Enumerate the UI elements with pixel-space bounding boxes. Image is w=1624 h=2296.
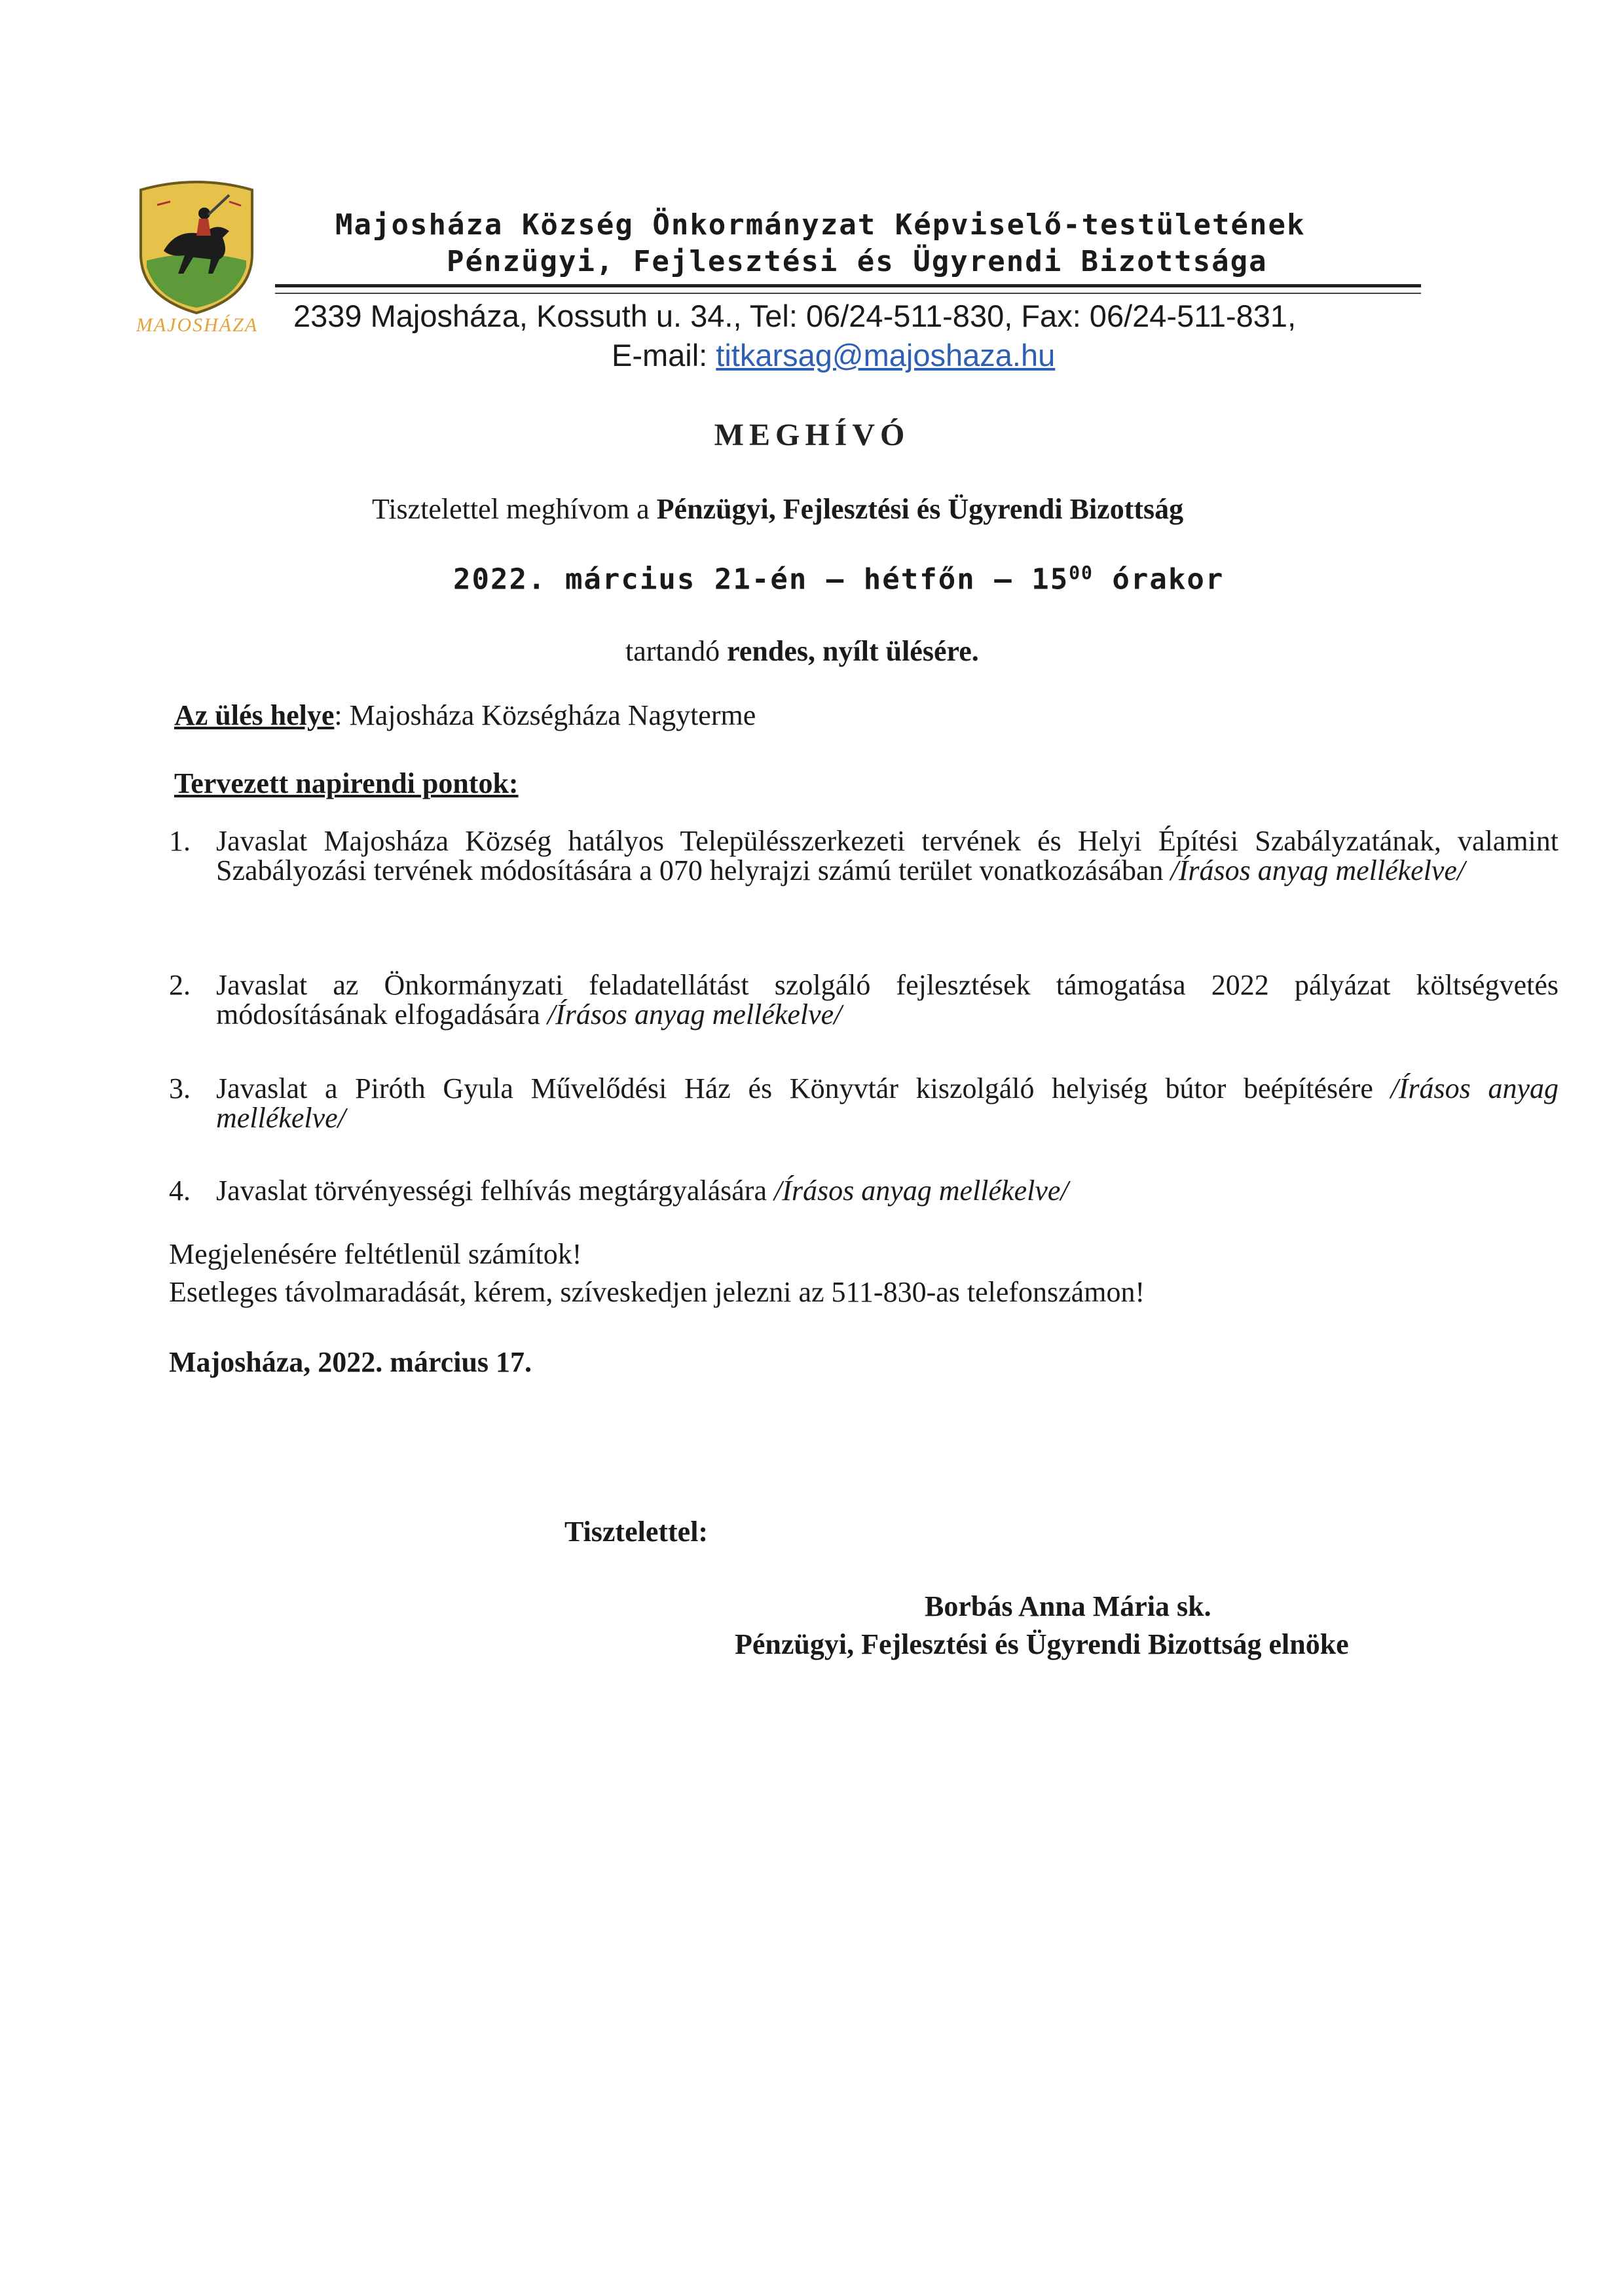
agenda-item-text — [216, 970, 1559, 1029]
header-rule-thin — [275, 293, 1421, 294]
closing-line-2: Esetleges távolmaradását, kérem, szíveskedjen jelezni az 511-830-as telefonszámon! — [169, 1276, 1145, 1308]
header-rule — [275, 284, 1421, 287]
closing-line-1: Megjelenésére feltétlenül számítok! — [169, 1238, 582, 1270]
contact-email-line — [612, 337, 1055, 373]
intro-text: Tisztelettel meghívom a — [372, 493, 657, 525]
coat-of-arms-logo — [131, 175, 262, 316]
agenda-item-number: 1. — [169, 825, 191, 857]
committee-name: Pénzügyi, Fejlesztési és Ügyrendi Bizottsága — [447, 245, 1268, 278]
agenda-item-number: 3. — [169, 1072, 191, 1104]
signer-name: Borbás Anna Mária sk. — [925, 1590, 1211, 1622]
agenda-item-note: /Írásos anyag mellékelve/ — [216, 1072, 1559, 1134]
agenda-item-number: 4. — [169, 1175, 191, 1207]
agenda-item-body: Javaslat Majosháza Község hatályos Településszerkezeti tervének és Helyi Építési Szabályzatának, valamint Szabályozási tervének módosítására a 070 helyrajzi számú terület vonatkozásában — [216, 825, 1559, 886]
meeting-place — [174, 699, 756, 732]
agenda-item-number: 2. — [169, 969, 191, 1001]
intro-committee: Pénzügyi, Fejlesztési és Ügyrendi Bizottság — [656, 493, 1184, 525]
meeting-place-label: Az ülés helye — [174, 699, 335, 731]
meeting-type — [625, 634, 979, 668]
meeting-place-sep: : — [334, 699, 350, 731]
agenda-heading: Tervezett napirendi pontok: — [174, 767, 519, 799]
document-title: MEGHÍVÓ — [714, 418, 910, 452]
regards: Tisztelettel: — [564, 1516, 709, 1548]
agenda-item-note: /Írásos anyag mellékelve/ — [1170, 854, 1466, 886]
meeting-date-text: 2022. március 21-én – hétfőn – 15 — [453, 562, 1069, 596]
agenda-item-text — [216, 1176, 1559, 1205]
agenda-item-text — [216, 826, 1559, 885]
agenda-item-note: /Írásos anyag mellékelve/ — [773, 1175, 1069, 1207]
invitation-intro — [372, 492, 1183, 526]
meeting-time-minutes: 00 — [1069, 562, 1094, 583]
meeting-type-bold: rendes, nyílt ülésére. — [727, 635, 979, 667]
organization-name: Majosháza Község Önkormányzat Képviselő-testületének — [335, 208, 1306, 242]
email-link[interactable]: titkarsag@majoshaza.hu — [716, 338, 1056, 373]
agenda-item-text — [216, 1074, 1559, 1133]
agenda-item-note: /Írásos anyag mellékelve/ — [547, 998, 842, 1030]
meeting-date — [453, 562, 1224, 596]
agenda-item-body: Javaslat törvényességi felhívás megtárgyalására — [216, 1175, 774, 1207]
signer-role: Pénzügyi, Fejlesztési és Ügyrendi Bizottság elnöke — [735, 1628, 1349, 1660]
place-and-date: Majosháza, 2022. március 17. — [169, 1346, 532, 1378]
contact-address: 2339 Majosháza, Kossuth u. 34., Tel: 06/24-511-830, Fax: 06/24-511-831, — [293, 299, 1297, 333]
crest-caption: MAJOSHÁZA — [136, 314, 259, 336]
agenda-item-body: Javaslat az Önkormányzati feladatellátást szolgáló fejlesztések támogatása 2022 pályázat költségvetés módosításának elfogadására — [216, 969, 1559, 1030]
email-label: E-mail: — [612, 338, 708, 373]
meeting-place-value: Majosháza Községháza Nagyterme — [349, 699, 756, 731]
meeting-type-prefix: tartandó — [625, 635, 728, 667]
agenda-item-body: Javaslat a Piróth Gyula Művelődési Ház és Könyvtár kiszolgáló helyiség bútor beépítésére — [216, 1072, 1391, 1104]
meeting-time-suffix: órakor — [1093, 562, 1225, 596]
